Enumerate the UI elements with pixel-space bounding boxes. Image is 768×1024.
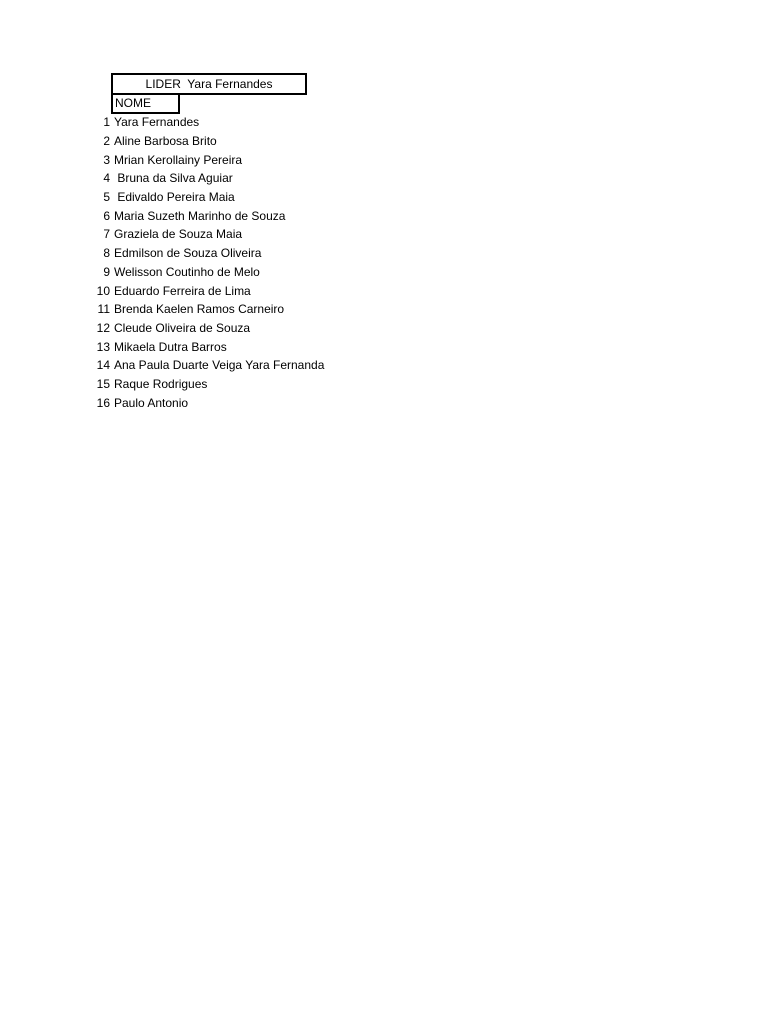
table-row	[88, 244, 324, 263]
table-row	[88, 337, 324, 356]
row-number: 11	[97, 302, 110, 317]
table-row	[88, 132, 324, 151]
member-list	[88, 113, 324, 412]
member-name: Edivaldo Pereira Maia	[114, 190, 235, 205]
row-number: 3	[103, 152, 110, 167]
member-name: Cleude Oliveira de Souza	[114, 320, 251, 335]
row-number: 13	[96, 339, 110, 354]
member-name: Maria Suzeth Marinho de Souza	[114, 208, 286, 223]
row-number: 14	[96, 358, 110, 373]
member-name: Mikaela Dutra Barros	[114, 339, 227, 354]
row-number: 2	[103, 134, 110, 149]
name-column-header: NOME	[111, 93, 180, 114]
leader-header-cell: LIDER Yara Fernandes	[111, 73, 307, 95]
member-name: Edmilson de Souza Oliveira	[114, 246, 262, 261]
row-number: 10	[96, 283, 110, 298]
row-number: 9	[103, 264, 110, 279]
table-row	[88, 300, 324, 319]
member-name: Yara Fernandes	[114, 115, 200, 130]
member-name: Mrian Kerollainy Pereira	[114, 152, 243, 167]
member-name: Aline Barbosa Brito	[114, 134, 217, 149]
table-row	[88, 319, 324, 338]
table-row	[88, 393, 324, 412]
table-row	[88, 169, 324, 188]
row-number: 5	[103, 190, 110, 205]
row-number: 15	[96, 376, 110, 391]
table-row	[88, 263, 324, 282]
table-row	[88, 225, 324, 244]
row-number: 4	[103, 171, 110, 186]
member-name: Raque Rodrigues	[114, 376, 208, 391]
table-row	[88, 113, 324, 132]
table-row	[88, 206, 324, 225]
member-name: Paulo Antonio	[114, 395, 189, 410]
member-name: Welisson Coutinho de Melo	[114, 264, 260, 279]
row-number: 12	[96, 320, 110, 335]
member-name: Graziela de Souza Maia	[114, 227, 243, 242]
row-number: 8	[103, 246, 110, 261]
row-number: 16	[96, 395, 110, 410]
row-number: 6	[103, 208, 110, 223]
row-number: 7	[103, 227, 110, 242]
table-row	[88, 356, 324, 375]
table-row	[88, 188, 324, 207]
table-row	[88, 375, 324, 394]
member-name: Bruna da Silva Aguiar	[114, 171, 233, 186]
member-name: Ana Paula Duarte Veiga Yara Fernanda	[114, 358, 325, 373]
member-name: Eduardo Ferreira de Lima	[114, 283, 251, 298]
table-row	[88, 150, 324, 169]
table-row	[88, 281, 324, 300]
row-number: 1	[103, 115, 110, 130]
member-name: Brenda Kaelen Ramos Carneiro	[114, 302, 285, 317]
